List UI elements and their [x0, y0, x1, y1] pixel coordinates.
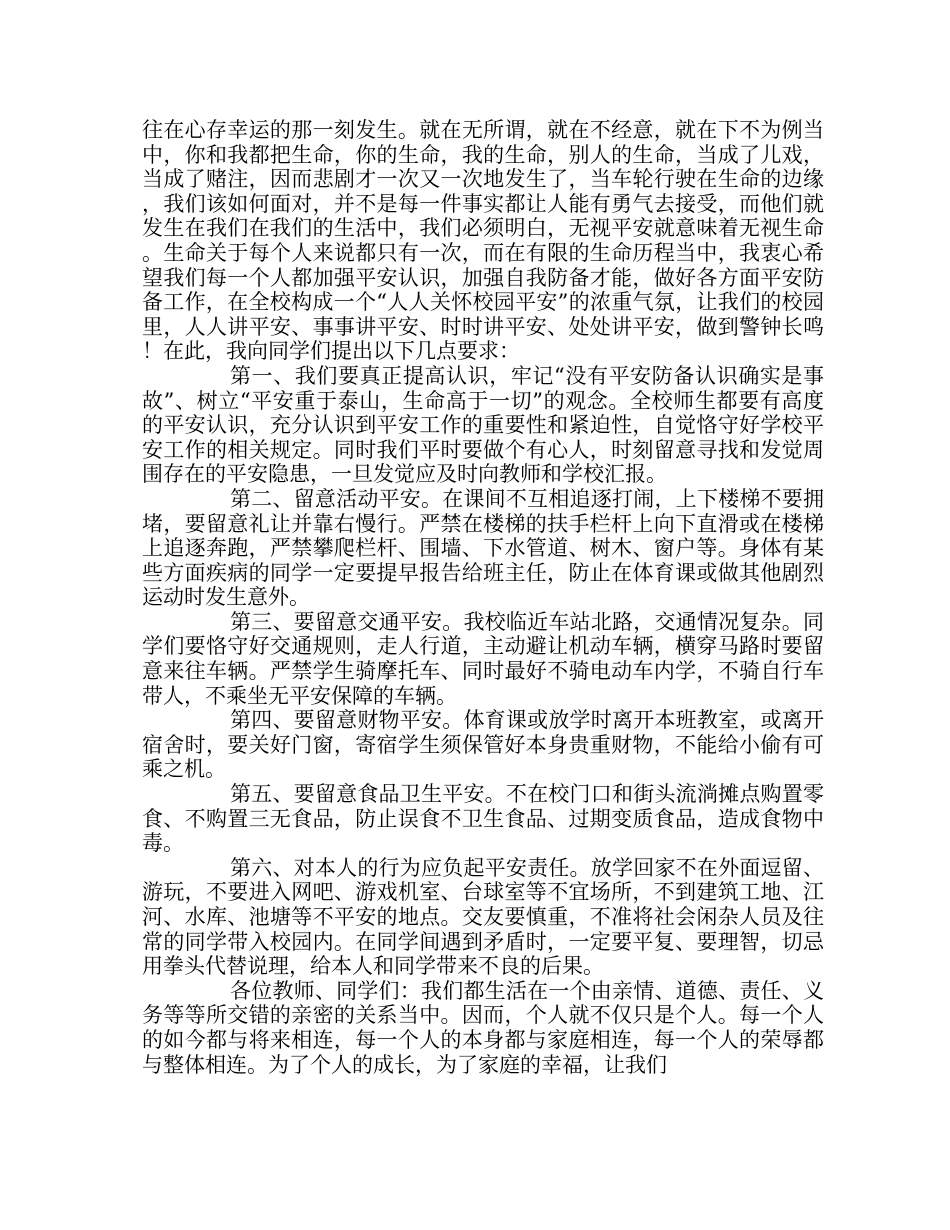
paragraph-closing: 各位教师、同学们：我们都生活在一个由亲情、道德、责任、义务等等所交错的亲密的关系当中。因而，个人就不仅只是个人。每一个人的如今都与将来相连，每一个人的本身都与家庭相连，每一个人的荣辱都与整体相连。为了个人的成长，为了家庭的幸福，让我们 [142, 978, 824, 1077]
paragraph-point-1: 第一、我们要真正提高认识，牢记“没有平安防备认识确实是事故”、树立“平安重于泰山，生命高于一切”的观念。全校师生都要有高度的平安认识，充分认识到平安工作的重要性和紧迫性，自觉恪守好学校平安工作的相关规定。同时我们平时要做个有心人，时刻留意寻找和发觉周围存在的平安隐患，一旦发觉应及时向教师和学校汇报。 [142, 363, 824, 487]
paragraph-point-6: 第六、对本人的行为应负起平安责任。放学回家不在外面逗留、游玩，不要进入网吧、游戏机室、台球室等不宜场所，不到建筑工地、江河、水库、池塘等不平安的地点。交友要慎重，不准将社会闲杂人员及往常的同学带入校园内。在同学间遇到矛盾时，一定要平复、要理智，切忌用拳头代替说理，给本人和同学带来不良的后果。 [142, 855, 824, 979]
paragraph-point-2: 第二、留意活动平安。在课间不互相追逐打闹，上下楼梯不要拥堵，要留意礼让并靠右慢行。严禁在楼梯的扶手栏杆上向下直滑或在楼梯上追逐奔跑，严禁攀爬栏杆、围墙、下水管道、树木、窗户等。身体有某些方面疾病的同学一定要提早报告给班主任，防止在体育课或做其他剧烈运动时发生意外。 [142, 486, 824, 610]
paragraph-point-5: 第五、要留意食品卫生平安。不在校门口和街头流淌摊点购置零食、不购置三无食品，防止误食不卫生食品、过期变质食品，造成食物中毒。 [142, 782, 824, 856]
paragraph-point-4: 第四、要留意财物平安。体育课或放学时离开本班教室，或离开宿舍时，要关好门窗，寄宿学生须保管好本身贵重财物，不能给小偷有可乘之机。 [142, 708, 824, 782]
paragraph-intro: 往在心存幸运的那一刻发生。就在无所谓，就在不经意，就在下不为例当中，你和我都把生命，你的生命，我的生命，别人的生命，当成了儿戏，当成了赌注，因而悲剧才一次又一次地发生了，当车轮行驶在生命的边缘，我们该如何面对，并不是每一件事实都让人能有勇气去接受，而他们就发生在我们在我们的生活中，我们必须明白，无视平安就意味着无视生命。生命关于每个人来说都只有一次，而在有限的生命历程当中，我衷心希望我们每一个人都加强平安认识，加强自我防备才能，做好各方面平安防备工作，在全校构成一个“人人关怀校园平安”的浓重气氛，让我们的校园里，人人讲平安、事事讲平安、时时讲平安、处处讲平安，做到警钟长鸣！在此，我向同学们提出以下几点要求： [142, 118, 824, 364]
document-page [142, 118, 824, 1077]
paragraph-point-3: 第三、要留意交通平安。我校临近车站北路，交通情况复杂。同学们要恪守好交通规则，走人行道，主动避让机动车辆，横穿马路时要留意来往车辆。严禁学生骑摩托车、同时最好不骑电动车内学，不骑自行车带人，不乘坐无平安保障的车辆。 [142, 609, 824, 708]
